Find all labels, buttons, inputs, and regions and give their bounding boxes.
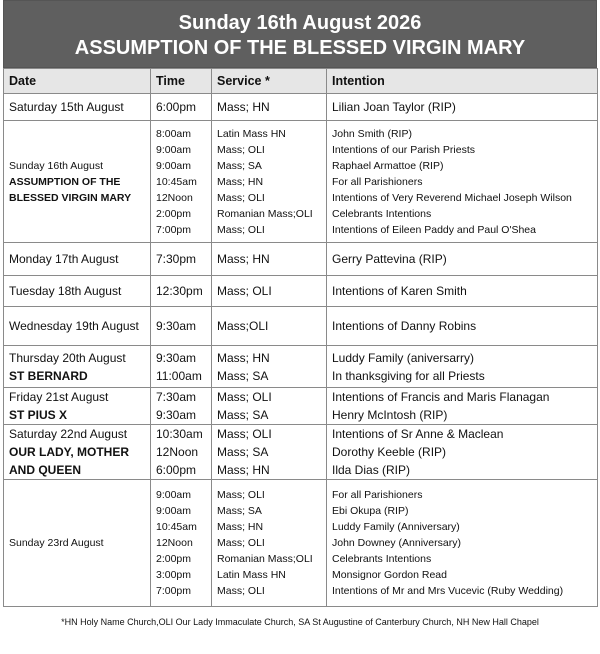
service-cell xyxy=(212,94,327,121)
col-header-time: Time xyxy=(151,69,212,94)
time-text: 6:00pm xyxy=(156,463,197,477)
date-text: Friday 21st August xyxy=(9,390,109,404)
intention-text: Intentions of Sr Anne & Maclean xyxy=(332,427,504,441)
service-text: Romanian Mass;OLI xyxy=(217,207,313,220)
intention-text: Gerry Pattevina (RIP) xyxy=(332,252,447,266)
table-row xyxy=(4,425,598,480)
intention-text: Intentions of Mr and Mrs Vucevic (Ruby Wedding) xyxy=(332,585,564,597)
feast-name: BLESSED VIRGIN MARY xyxy=(9,191,132,204)
service-text: Mass; OLI xyxy=(217,585,265,597)
service-cell xyxy=(212,121,327,243)
col-header-intention: Intention xyxy=(327,69,598,94)
intention-text: Intentions of Francis and Maris Flanagan xyxy=(332,390,550,404)
service-text: Mass; OLI xyxy=(217,390,272,404)
col-header-date: Date xyxy=(4,69,151,94)
date-cell xyxy=(4,346,151,388)
time-text: 9:00am xyxy=(156,505,192,517)
intention-text: For all Parishioners xyxy=(332,175,423,188)
feast-name: OUR LADY, MOTHER xyxy=(9,445,129,459)
schedule-table xyxy=(3,68,598,607)
table-row xyxy=(4,94,598,121)
table-row xyxy=(4,243,598,276)
service-text: Mass; SA xyxy=(217,159,262,172)
service-text: Mass; OLI xyxy=(217,427,272,441)
time-cell xyxy=(151,346,212,388)
time-text: 9:30am xyxy=(156,408,197,422)
intention-cell xyxy=(327,307,598,346)
intention-text: Ilda Dias (RIP) xyxy=(332,463,411,477)
table-row xyxy=(4,480,598,607)
service-text: Mass;OLI xyxy=(217,319,269,333)
date-cell xyxy=(4,121,151,243)
date-cell xyxy=(4,388,151,425)
date-cell xyxy=(4,276,151,307)
service-cell xyxy=(212,346,327,388)
table-header-row xyxy=(4,69,598,94)
service-cell xyxy=(212,425,327,480)
service-text: Mass; HN xyxy=(217,463,270,477)
intention-cell xyxy=(327,276,598,307)
intention-text: Henry McIntosh (RIP) xyxy=(332,408,448,422)
schedule-body xyxy=(4,94,598,607)
table-row xyxy=(4,388,598,425)
service-text: Latin Mass HN xyxy=(217,569,286,581)
time-text: 12Noon xyxy=(156,537,193,549)
intention-cell xyxy=(327,94,598,121)
service-cell xyxy=(212,307,327,346)
time-text: 9:00am xyxy=(156,143,192,156)
time-text: 12Noon xyxy=(156,191,193,204)
service-text: Mass; HN xyxy=(217,175,264,188)
date-cell xyxy=(4,480,151,607)
intention-text: Intentions of Eileen Paddy and Paul O'Shea xyxy=(332,223,536,236)
time-text: 9:30am xyxy=(156,350,197,365)
intention-text: John Smith (RIP) xyxy=(332,127,412,140)
intention-text: Luddy Family (aniversarry) xyxy=(332,350,475,365)
date-text: Saturday 15th August xyxy=(9,100,124,114)
time-cell xyxy=(151,243,212,276)
time-text: 2:00pm xyxy=(156,553,192,565)
col-header-service: Service * xyxy=(212,69,327,94)
service-text: Romanian Mass;OLI xyxy=(217,553,313,565)
intention-text: Celebrants Intentions xyxy=(332,553,432,565)
feast-name: ASSUMPTION OF THE xyxy=(9,175,121,188)
time-text: 7:00pm xyxy=(156,223,192,236)
service-text: Mass; OLI xyxy=(217,284,272,298)
intention-cell xyxy=(327,346,598,388)
time-text: 6:00pm xyxy=(156,100,197,114)
service-text: Mass; HN xyxy=(217,350,270,365)
date-text: Tuesday 18th August xyxy=(9,284,122,298)
time-text: 7:00pm xyxy=(156,585,192,597)
date-text: Saturday 22nd August xyxy=(9,427,128,441)
time-text: 11:00am xyxy=(156,368,202,383)
intention-text: Luddy Family (Anniversary) xyxy=(332,521,460,533)
header-feast: ASSUMPTION OF THE BLESSED VIRGIN MARY xyxy=(74,37,526,59)
time-text: 3:00pm xyxy=(156,569,192,581)
date-text: Sunday 16th August xyxy=(9,159,103,172)
intention-cell xyxy=(327,425,598,480)
time-cell xyxy=(151,276,212,307)
time-text: 7:30pm xyxy=(156,252,197,266)
service-cell xyxy=(212,243,327,276)
time-text: 9:30am xyxy=(156,319,197,333)
intention-text: For all Parishioners xyxy=(332,489,423,501)
intention-text: Celebrants Intentions xyxy=(332,207,432,220)
time-text: 9:00am xyxy=(156,159,192,172)
time-text: 10:45am xyxy=(156,175,197,188)
intention-text: Intentions of our Parish Priests xyxy=(332,143,475,156)
time-text: 2:00pm xyxy=(156,207,192,220)
service-text: Mass; HN xyxy=(217,100,270,114)
intention-text: Intentions of Danny Robins xyxy=(332,319,477,333)
time-text: 7:30am xyxy=(156,390,197,404)
table-row xyxy=(4,276,598,307)
date-text: Thursday 20th August xyxy=(9,350,126,365)
service-text: Mass; SA xyxy=(217,368,269,383)
time-text: 10:30am xyxy=(156,427,203,441)
intention-cell xyxy=(327,243,598,276)
feast-name: ST PIUS X xyxy=(9,408,68,422)
time-text: 12Noon xyxy=(156,445,199,459)
date-text: Wednesday 19th August xyxy=(9,319,139,333)
service-cell xyxy=(212,480,327,607)
service-text: Mass; OLI xyxy=(217,143,265,156)
time-cell xyxy=(151,480,212,607)
date-cell xyxy=(4,243,151,276)
intention-text: Intentions of Very Reverend Michael Joseph Wilson xyxy=(332,191,572,204)
time-cell xyxy=(151,94,212,121)
footnote: *HN Holy Name Church,OLI Our Lady Immaculate Church, SA St Augustine of Canterbury Church, NH New Hall Chapel xyxy=(61,617,539,627)
time-text: 12:30pm xyxy=(156,284,203,298)
service-text: Mass; OLI xyxy=(217,223,265,236)
service-text: Mass; OLI xyxy=(217,537,265,549)
table-row xyxy=(4,307,598,346)
header-date: Sunday 16th August 2026 xyxy=(178,12,422,34)
time-cell xyxy=(151,425,212,480)
date-cell xyxy=(4,307,151,346)
service-text: Mass; SA xyxy=(217,445,269,459)
intention-text: Intentions of Karen Smith xyxy=(332,284,467,298)
date-cell xyxy=(4,94,151,121)
intention-cell xyxy=(327,388,598,425)
service-text: Mass; SA xyxy=(217,505,262,517)
service-text: Mass; HN xyxy=(217,252,270,266)
intention-text: Ebi Okupa (RIP) xyxy=(332,505,409,517)
intention-text: Dorothy Keeble (RIP) xyxy=(332,445,447,459)
date-cell xyxy=(4,425,151,480)
service-text: Mass; OLI xyxy=(217,489,265,501)
time-text: 10:45am xyxy=(156,521,197,533)
service-text: Mass; HN xyxy=(217,521,264,533)
intention-text: John Downey (Anniversary) xyxy=(332,537,461,549)
time-cell xyxy=(151,121,212,243)
time-text: 9:00am xyxy=(156,489,192,501)
intention-cell xyxy=(327,121,598,243)
time-cell xyxy=(151,388,212,425)
intention-text: Lilian Joan Taylor (RIP) xyxy=(332,100,456,114)
service-text: Latin Mass HN xyxy=(217,127,286,140)
intention-text: In thanksgiving for all Priests xyxy=(332,368,485,383)
mass-schedule xyxy=(3,0,597,627)
intention-text: Raphael Armattoe (RIP) xyxy=(332,159,444,172)
feast-name: AND QUEEN xyxy=(9,463,82,477)
date-text: Sunday 23rd August xyxy=(9,537,104,549)
service-text: Mass; SA xyxy=(217,408,269,422)
service-text: Mass; OLI xyxy=(217,191,265,204)
schedule-header xyxy=(3,0,597,68)
service-cell xyxy=(212,388,327,425)
time-text: 8:00am xyxy=(156,127,192,140)
table-row xyxy=(4,346,598,388)
time-cell xyxy=(151,307,212,346)
service-cell xyxy=(212,276,327,307)
date-text: Monday 17th August xyxy=(9,252,119,266)
intention-text: Monsignor Gordon Read xyxy=(332,569,447,581)
feast-name: ST BERNARD xyxy=(9,368,88,383)
intention-cell xyxy=(327,480,598,607)
table-row xyxy=(4,121,598,243)
